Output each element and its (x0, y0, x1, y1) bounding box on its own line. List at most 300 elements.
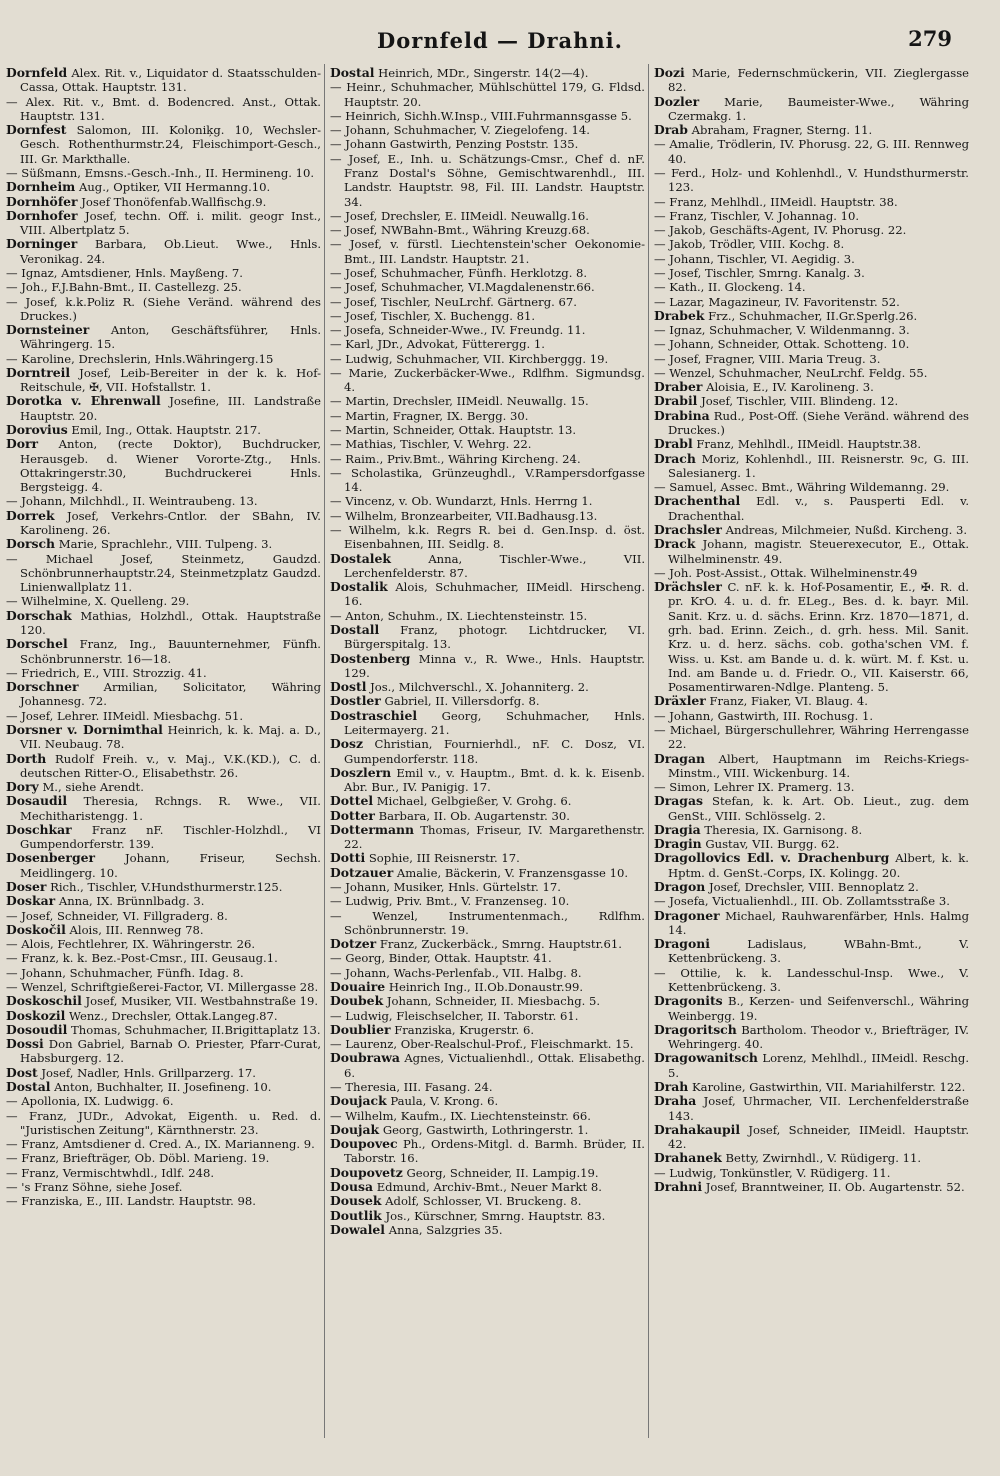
directory-entry (6, 180, 321, 194)
directory-entry (330, 337, 645, 351)
entry-details: Josefine, III. Landstraße Hauptstr. 20. (20, 394, 321, 423)
directory-entry (6, 880, 321, 894)
directory-entry (330, 880, 645, 894)
column-divider (324, 64, 325, 1438)
directory-entry (330, 123, 645, 137)
entry-surname: Drabl (654, 436, 693, 452)
directory-entry (330, 694, 645, 708)
entry-details: Moriz, Kohlenhdl., III. Reisnerstr. 9c, G. III. Salesianerg. 1. (668, 451, 969, 480)
entry-surname: Dorsch (6, 536, 56, 552)
column-divider (648, 64, 649, 1438)
entry-details: — Ottilie, k. k. Landesschul-Insp. Wwe., V. Kettenbrückeng. 3. (654, 965, 969, 994)
entry-details: — Johann, Schneider, Ottak. Schotteng. 10. (654, 337, 910, 352)
entry-surname: Dostalik (330, 579, 388, 595)
directory-entry (330, 352, 645, 366)
entry-surname: Doszlern (330, 764, 392, 780)
directory-entry (6, 780, 321, 794)
entry-details: — Franz, Vermischtwhdl., Idlf. 248. (6, 1165, 215, 1180)
directory-entry (654, 209, 969, 223)
entry-details: Bartholom. Theodor v., Briefträger, IV. Wehringerg. 40. (668, 1022, 969, 1052)
directory-entry (6, 123, 321, 166)
directory-entry (330, 1080, 645, 1094)
directory-entry (330, 409, 645, 423)
entry-surname: Dorr (6, 436, 39, 452)
directory-entry (654, 966, 969, 995)
entry-details: — Josefa, Schneider-Wwe., IV. Freundg. 11. (330, 323, 586, 338)
directory-entry (330, 295, 645, 309)
entry-details: — Josef, Schuhmacher, VI.Magdalenenstr.66. (330, 280, 595, 295)
entry-details: Josef, techn. Off. i. milit. geogr Inst., VIII. Albertplatz 5. (20, 208, 321, 238)
entry-surname: Dotter (330, 807, 375, 823)
directory-entry (330, 580, 645, 609)
entry-details: — Wilhelm, Kaufm., IX. Liechtensteinstr. 66. (330, 1108, 591, 1123)
entry-details: — Martin, Drechsler, IIMeidl. Neuwallg. 15. (330, 394, 589, 409)
directory-entry (6, 894, 321, 908)
directory-entry (6, 66, 321, 95)
directory-entry (654, 223, 969, 237)
entry-details: Emil v., v. Hauptm., Bmt. d. k. k. Eisenb. Abr. Bur., IV. Panigig. 17. (344, 765, 645, 795)
entry-details: Edmund, Archiv-Bmt., Neuer Markt 8. (376, 1179, 602, 1194)
entry-details: Josef, Uhrmacher, VII. Lerchenfelderstraße 143. (668, 1094, 969, 1123)
entry-details: Agnes, Victualienhdl., Ottak. Elisabethg. 6. (344, 1051, 645, 1080)
directory-entry (654, 752, 969, 781)
entry-details: — Raim., Priv.Bmt., Währing Kircheng. 24. (330, 451, 581, 466)
entry-details: — Joh. Post-Assist., Ottak. Wilhelminenstr.49 (654, 565, 918, 580)
entry-surname: Dorth (6, 750, 47, 766)
entry-surname: Drab (654, 122, 688, 138)
directory-entry (6, 552, 321, 595)
directory-entry (330, 266, 645, 280)
directory-entry (6, 1137, 321, 1151)
entry-surname: Dragoritsch (654, 1021, 737, 1037)
directory-entry (6, 1023, 321, 1037)
entry-surname: Dotzer (330, 936, 377, 952)
entry-details: — Martin, Schneider, Ottak. Hauptstr. 13. (330, 423, 577, 438)
entry-details: Alois, III. Rennweg 78. (69, 922, 204, 937)
directory-entry (330, 1037, 645, 1051)
entry-surname: Drabil (654, 393, 698, 409)
entry-surname: Dostal (330, 66, 375, 80)
directory-entry (330, 609, 645, 623)
entry-details: Aloisia, E., IV. Karolineng. 3. (706, 380, 874, 395)
entry-details: — Martin, Fragner, IX. Bergg. 30. (330, 408, 529, 423)
entry-surname: Dragollovics Edl. v. Drachenburg (654, 850, 890, 866)
directory-entry (654, 295, 969, 309)
entry-surname: Dorsner v. Dornimthal (6, 721, 163, 737)
entry-surname: Drabina (654, 407, 710, 423)
entry-surname: Dornfest (6, 122, 67, 138)
directory-entry (330, 980, 645, 994)
directory-entry (654, 837, 969, 851)
directory-entry (330, 523, 645, 552)
entry-details: — Wenzel, Schuhmacher, NeuLrchf. Feldg. 55. (654, 365, 928, 380)
entry-details: — Karl, JDr., Advokat, Fütterergg. 1. (330, 337, 545, 352)
entry-details: — Johann, Wachs-Perlenfab., VII. Halbg. 8. (330, 965, 582, 980)
directory-entry (330, 423, 645, 437)
directory-entry (654, 1180, 969, 1194)
directory-entry (654, 452, 969, 481)
entry-surname: Dorschner (6, 679, 79, 695)
entry-details: Johann, Schneider, II. Miesbachg. 5. (386, 994, 601, 1009)
directory-entry (330, 394, 645, 408)
entry-surname: Doskozil (6, 1007, 66, 1023)
directory-entry (6, 1194, 321, 1208)
entry-details: — Josef, Schuhmacher, Fünfh. Herklotzg. 8. (330, 265, 588, 280)
entry-surname: Dragowanitsch (654, 1050, 758, 1066)
entry-details: Rich., Tischler, V.Hundsthurmerstr.125. (50, 880, 283, 895)
entry-details: Gabriel, II. Villersdorfg. 8. (384, 694, 540, 709)
entry-details: Andreas, Milchmeier, Nußd. Kircheng. 3. (725, 523, 968, 537)
directory-entry (654, 1080, 969, 1094)
page-number: 279 (908, 26, 952, 51)
entry-details: — Lazar, Magazineur, IV. Favoritenstr. 52. (654, 294, 900, 309)
directory-entry (330, 209, 645, 223)
directory-entry (654, 323, 969, 337)
directory-entry (330, 766, 645, 795)
entry-details: — Johann, Schuhmacher, Fünfh. Idag. 8. (6, 965, 244, 980)
directory-entry (330, 466, 645, 495)
directory-entry (330, 437, 645, 451)
directory-entry (6, 280, 321, 294)
entry-details: — Wenzel, Schriftgießerei-Factor, VI. Millergasse 28. (6, 980, 319, 994)
directory-entry (330, 1123, 645, 1137)
directory-entry (654, 723, 969, 752)
entry-surname: Drahakaupil (654, 1121, 741, 1137)
directory-entry (6, 537, 321, 551)
entry-surname: Doublier (330, 1021, 391, 1037)
entry-details: — Michael, Bürgerschullehrer, Währing Herrengasse 22. (654, 722, 969, 752)
entry-details: — Apollonia, IX. Ludwigg. 6. (6, 1094, 174, 1109)
entry-surname: Dost (6, 1064, 38, 1080)
directory-entry (330, 937, 645, 951)
entry-details: Karoline, Gastwirthin, VII. Mariahilferstr. 122. (692, 1079, 966, 1094)
directory-entry (6, 437, 321, 494)
entry-details: — Josef, Tischler, NeuLrchf. Gärtnerg. 67. (330, 294, 577, 309)
directory-entry (330, 323, 645, 337)
entry-details: — Ludwig, Tonkünstler, V. Rüdigerg. 11. (654, 1165, 891, 1180)
entry-details: Wenz., Drechsler, Ottak.Langeg.87. (68, 1008, 278, 1023)
entry-details: Franz, Fiaker, VI. Blaug. 4. (709, 694, 868, 709)
directory-entry (6, 1166, 321, 1180)
entry-details: M., siehe Arendt. (42, 780, 144, 795)
entry-surname: Dosz (330, 736, 364, 752)
entry-details: Jos., Kürschner, Smrng. Hauptstr. 83. (385, 1208, 606, 1223)
entry-surname: Dorrek (6, 507, 55, 523)
entry-surname: Dostraschiel (330, 707, 418, 723)
entry-details: — Josef, Fragner, VIII. Maria Treug. 3. (654, 351, 881, 366)
entry-details: — Wilhelm, Bronzearbeiter, VII.Badhausg.13. (330, 508, 598, 523)
directory-entry (6, 509, 321, 538)
entry-details: — Karoline, Drechslerin, Hnls.Währingerg.15 (6, 351, 274, 366)
entry-details: — Josef, Drechsler, E. IIMeidl. Neuwallg.16. (330, 208, 589, 223)
entry-details: Georg, Gastwirth, Lothringerstr. 1. (382, 1122, 589, 1137)
entry-details: Lorenz, Mehlhdl., IIMeidl. Reschg. 5. (668, 1051, 969, 1080)
entry-surname: Dornhofer (6, 207, 78, 223)
directory-entry (6, 1080, 321, 1094)
directory-entry (6, 1009, 321, 1023)
entry-details: Salomon, III. Koloniķg. 10, Wechsler-Gesch. Rothenthurmstr.24, Fleischimport-Gesch., III. Gr. Markthalle. (20, 123, 321, 166)
entry-details: — Josef, Tischler, X. Buchengg. 81. (330, 308, 536, 323)
entry-surname: Dozi (654, 66, 685, 80)
directory-entry (330, 680, 645, 694)
column-2 (330, 66, 645, 1438)
entry-details: Josef Thonöfenfab.Wallfischg.9. (81, 194, 267, 209)
directory-entry (654, 880, 969, 894)
directory-entry (6, 851, 321, 880)
entry-surname: Doujak (330, 1121, 380, 1137)
entry-details: — Anton, Schuhm., IX. Liechtensteinstr. 15. (330, 608, 588, 623)
directory-entry (654, 380, 969, 394)
directory-entry (330, 737, 645, 766)
directory-entry (654, 95, 969, 124)
entry-details: Marie, Sprachlehr., VIII. Tulpeng. 3. (58, 537, 273, 552)
directory-entry (654, 580, 969, 694)
entry-surname: Dorovius (6, 422, 68, 438)
entry-surname: Dostall (330, 621, 380, 637)
entry-details: — Franz, JUDr., Advokat, Eigenth. u. Red. d. "Juristischen Zeitung", Kärnthnerstr. 23. (6, 1108, 321, 1137)
entry-surname: Dottel (330, 793, 374, 809)
directory-entry (330, 1180, 645, 1194)
directory-entry (330, 1223, 645, 1237)
directory-entry (654, 994, 969, 1023)
entry-details: — Joh., F.J.Bahn-Bmt., II. Castellezg. 25. (6, 280, 242, 295)
directory-entry (330, 823, 645, 852)
entry-details: — Kath., II. Glockeng. 14. (654, 280, 806, 295)
entry-details: Josef, Schneider, IIMeidl. Hauptstr. 42. (668, 1122, 969, 1152)
entry-details: Josef, Verkehrs-Cntlor. der SBahn, IV. Karolineng. 26. (20, 508, 321, 537)
entry-details: — Wilhelm, k.k. Regrs R. bei d. Gen.Insp. d. öst. Eisenbahnen, III. Seidlg. 8. (330, 523, 645, 552)
directory-entry (330, 1209, 645, 1223)
entry-details: — Johann Gastwirth, Penzing Poststr. 135. (330, 137, 579, 152)
directory-entry (6, 166, 321, 180)
directory-entry (654, 366, 969, 380)
entry-surname: Dornhöfer (6, 193, 78, 209)
entry-details: Sophie, III Reisnerstr. 17. (368, 851, 520, 866)
entry-details: — Laurenz, Ober-Realschul-Prof., Fleischmarkt. 15. (330, 1037, 634, 1052)
entry-details: Thomas, Friseur, IV. Margarethenstr. 22. (344, 822, 645, 852)
entry-details: Alex. Rit. v., Liquidator d. Staatsschulden-Cassa, Ottak. Hauptstr. 131. (20, 66, 321, 95)
entry-surname: Dotti (330, 850, 366, 866)
entry-surname: Dragonits (654, 993, 723, 1009)
entry-details: Thomas, Schuhmacher, II.Brigittaplatz 13. (71, 1022, 321, 1037)
entry-details: — Michael Josef, Steinmetz, Gaudzd. Schönbrunnerhauptstr.24, Steinmetzplatz Gaudzd. Linienwallplatz 11. (6, 551, 321, 595)
entry-details: — Josef, Tischler, Smrng. Kanalg. 3. (654, 265, 865, 280)
entry-details: Anton, Geschäftsführer, Hnls. Währingerg. 15. (20, 323, 321, 352)
directory-entry (654, 237, 969, 251)
directory-entry (330, 709, 645, 738)
entry-details: — Johann, Milchhdl., II. Weintraubeng. 13. (6, 494, 258, 509)
entry-surname: Doskar (6, 893, 56, 909)
entry-details: Michael, Gelbgießer, V. Grohg. 6. (376, 794, 572, 809)
directory-entry (330, 509, 645, 523)
directory-entry (654, 1023, 969, 1052)
directory-entry (654, 937, 969, 966)
directory-entry (330, 1194, 645, 1208)
directory-entry (6, 794, 321, 823)
entry-details: Josef, Branntweiner, II. Ob. Augartenstr. 52. (705, 1179, 965, 1194)
entry-surname: Doser (6, 879, 47, 895)
entry-details: — Alois, Fechtlehrer, IX. Währingerstr. 26. (6, 937, 256, 952)
directory-entry (654, 1051, 969, 1080)
directory-entry (654, 1094, 969, 1123)
entry-details: Paula, V. Krong. 6. (390, 1094, 499, 1109)
entry-details: — Simon, Lehrer IX. Pramerg. 13. (654, 780, 855, 795)
column-3 (654, 66, 969, 1438)
entry-details: Ladislaus, WBahn-Bmt., V. Kettenbrückeng. 3. (668, 937, 969, 966)
directory-entry (6, 951, 321, 965)
directory-entry (6, 594, 321, 608)
entry-details: Abraham, Fragner, Sterng. 11. (691, 123, 873, 138)
entry-details: — Friedrich, E., VIII. Strozzig. 41. (6, 665, 207, 680)
directory-entry (6, 666, 321, 680)
directory-entry (330, 652, 645, 681)
entry-surname: Dottermann (330, 821, 415, 837)
directory-entry (330, 1166, 645, 1180)
directory-entry (6, 394, 321, 423)
entry-details: — Johann, Gastwirth, III. Rochusg. 1. (654, 708, 874, 723)
directory-entry (6, 609, 321, 638)
directory-entry (330, 1051, 645, 1080)
directory-entry (330, 809, 645, 823)
entry-details: — Franz, Mehlhdl., IIMeidl. Hauptstr. 38. (654, 194, 898, 209)
directory-entry (654, 494, 969, 523)
entry-details: B., Kerzen- und Seifenverschl., Währing Weinbergg. 19. (668, 994, 969, 1023)
entry-details: — Ludwig, Fleischselcher, II. Taborstr. 61. (330, 1008, 579, 1023)
directory-entry (654, 309, 969, 323)
entry-surname: Draber (654, 379, 703, 395)
directory-entry (330, 137, 645, 151)
entry-details: Heinrich Ing., II.Ob.Donaustr.99. (388, 980, 584, 994)
entry-surname: Dozler (654, 93, 700, 109)
entry-details: Marie, Federnschmückerin, VII. Zieglergasse 82. (668, 66, 969, 95)
entry-details: — Johann, Schuhmacher, V. Ziegelofeng. 14. (330, 123, 590, 138)
directory-entry (654, 66, 969, 95)
entry-details: Michael, Rauhwarenfärber, Hnls. Halmg 14. (668, 908, 969, 937)
entry-details: — Alex. Rit. v., Bmt. d. Bodencred. Anst., Ottak. Hauptstr. 131. (6, 94, 321, 123)
directory-entry (654, 123, 969, 137)
entry-details: — Theresia, III. Fasang. 24. (330, 1079, 493, 1094)
directory-entry (330, 280, 645, 294)
entry-details: Josef, Nadler, Hnls. Grillparzerg. 17. (41, 1065, 256, 1080)
directory-entry (330, 866, 645, 880)
entry-details: Theresia, Rchngs. R. Wwe., VII. Mechitharistengg. 1. (20, 794, 321, 823)
directory-entry (6, 909, 321, 923)
directory-entry (330, 1009, 645, 1023)
directory-entry (6, 352, 321, 366)
entry-details: Barbara, Ob.Lieut. Wwe., Hnls. Veronikag. 24. (20, 237, 321, 266)
entry-surname: Dorotka v. Ehrenwall (6, 393, 161, 409)
entry-details: — Josef, NWBahn-Bmt., Währing Kreuzg.68. (330, 223, 590, 238)
entry-surname: Draha (654, 1093, 697, 1109)
directory-entry (330, 80, 645, 109)
entry-surname: Dragoni (654, 936, 710, 952)
entry-surname: Dragan (654, 750, 706, 766)
directory-entry (330, 851, 645, 865)
entry-details: — Jakob, Geschäfts-Agent, IV. Phorusg. 22. (654, 223, 907, 238)
directory-entry (654, 409, 969, 438)
entry-details: Aug., Optiker, VII Hermanng.10. (78, 180, 271, 195)
entry-details: Anton, Buchhalter, II. Josefineng. 10. (54, 1079, 272, 1094)
directory-entry (330, 237, 645, 266)
directory-entry (654, 337, 969, 351)
directory-entry (654, 694, 969, 708)
entry-details: Mathias, Holzhdl., Ottak. Hauptstraße 120. (20, 608, 321, 637)
entry-details: — Jakob, Trödler, VIII. Kochg. 8. (654, 237, 845, 252)
entry-surname: Douaire (330, 979, 386, 994)
entry-surname: Doupovec (330, 1136, 398, 1152)
entry-surname: Dostalek (330, 550, 391, 566)
directory-entry (6, 366, 321, 395)
directory-entry (654, 352, 969, 366)
entry-surname: Dragia (654, 821, 701, 837)
entry-details: — Johann, Tischler, VI. Aegidig. 3. (654, 251, 855, 266)
directory-entry (330, 552, 645, 581)
entry-details: Barbara, II. Ob. Augartenstr. 30. (378, 808, 570, 823)
entry-surname: Dragin (654, 836, 702, 852)
entry-details: — Ferd., Holz- und Kohlenhdl., V. Hundsthurmerstr. 123. (654, 165, 969, 195)
directory-entry (654, 437, 969, 451)
entry-surname: Doupovetz (330, 1164, 403, 1180)
entry-details: Albert, k. k. Hptm. d. GenSt.-Corps, IX. Kolingg. 20. (668, 851, 969, 880)
directory-entry (654, 523, 969, 537)
directory-entry (654, 851, 969, 880)
entry-surname: Dornsteiner (6, 322, 90, 338)
entry-details: Josef, Musiker, VII. Westbahnstraße 19. (85, 994, 319, 1009)
directory-entry (654, 480, 969, 494)
directory-entry (330, 66, 645, 80)
entry-details: Adolf, Schlosser, VI. Bruckeng. 8. (385, 1194, 582, 1209)
column-1 (6, 66, 321, 1438)
entry-details: C. nF. k. k. Hof-Posamentir, E., ✠. R. d. pr. KrO. 4. u. d. fr. ELeg., Bes. d. k. bayr. Mil. Sanit. Krz. u. d. sächs. Erinn. Krz. 1870—1871, d. grh. bad. Erinn. Zeich., d. grh. hess. Mil. Sanit. Krz. u. d. herz. sächs. cob. gotha'schen VM. f. Wiss. u. Kst. am Bande u. d. k. würt. M. f. Kst. u. Ind. am Bande u. d. Friedr. O., VII. Kaiserstr. 66, Posamentirwaren-Ndlge. Planteng. 5. (668, 580, 969, 695)
directory-entry (654, 780, 969, 794)
entry-surname: Dornheim (6, 179, 76, 195)
entry-details: — Ludwig, Schuhmacher, VII. Kirchberggg. 19. (330, 351, 609, 366)
directory-entry (6, 295, 321, 324)
entry-details: — Wilhelmine, X. Quelleng. 29. (6, 594, 190, 609)
entry-details: Christian, Fournierhdl., nF. C. Dosz, VI. Gumpendorferstr. 118. (344, 737, 645, 766)
entry-details: Rud., Post-Off. (Siehe Veränd. während des Druckes.) (668, 408, 969, 438)
entry-details: — Marie, Zuckerbäcker-Wwe., Rdlfhm. Sigmundsg. 4. (330, 365, 645, 395)
entry-details: — Josef, v. fürstl. Liechtenstein'scher Oekonomie-Bmt., III. Landstr. Hauptstr. 21. (330, 237, 645, 266)
entry-surname: Drach (654, 450, 696, 466)
entry-surname: Dotzauer (330, 864, 394, 880)
entry-details: Franz, Mehlhdl., IIMeidl. Hauptstr.38. (696, 437, 922, 452)
directory-entry (6, 1109, 321, 1138)
entry-surname: Doutlik (330, 1207, 382, 1223)
entry-surname: Dory (6, 779, 39, 795)
entry-surname: Dorschak (6, 607, 72, 623)
entry-details: — Josef, k.k.Poliz R. (Siehe Veränd. während des Druckes.) (6, 294, 321, 323)
directory-entry (6, 266, 321, 280)
entry-details: — Georg, Binder, Ottak. Hauptstr. 41. (330, 951, 552, 966)
entry-surname: Dragas (654, 793, 703, 809)
directory-entry (330, 1023, 645, 1037)
directory-entry (330, 452, 645, 466)
entry-surname: Dornfeld (6, 66, 68, 80)
entry-surname: Doskoschil (6, 993, 82, 1009)
entry-details: Albert, Hauptmann im Reichs-Kriegs-Minstm., VIII. Wickenburg. 14. (668, 751, 969, 780)
directory-entry (654, 709, 969, 723)
entry-details: Heinrich, MDr., Singerstr. 14(2—4). (378, 66, 589, 80)
entry-surname: Dragoner (654, 907, 720, 923)
entry-details: Georg, Schuhmacher, Hnls. Leitermayerg. 21. (344, 708, 645, 737)
directory-entry (330, 909, 645, 938)
directory-entry (330, 494, 645, 508)
entry-details: — Samuel, Assec. Bmt., Währing Wildemanng. 29. (654, 480, 950, 495)
directory-entry (654, 909, 969, 938)
entry-surname: Drachenthal (654, 493, 741, 509)
entry-details: Johann, magistr. Steuerexecutor, E., Ottak. Wilhelminenstr. 49. (668, 537, 969, 566)
